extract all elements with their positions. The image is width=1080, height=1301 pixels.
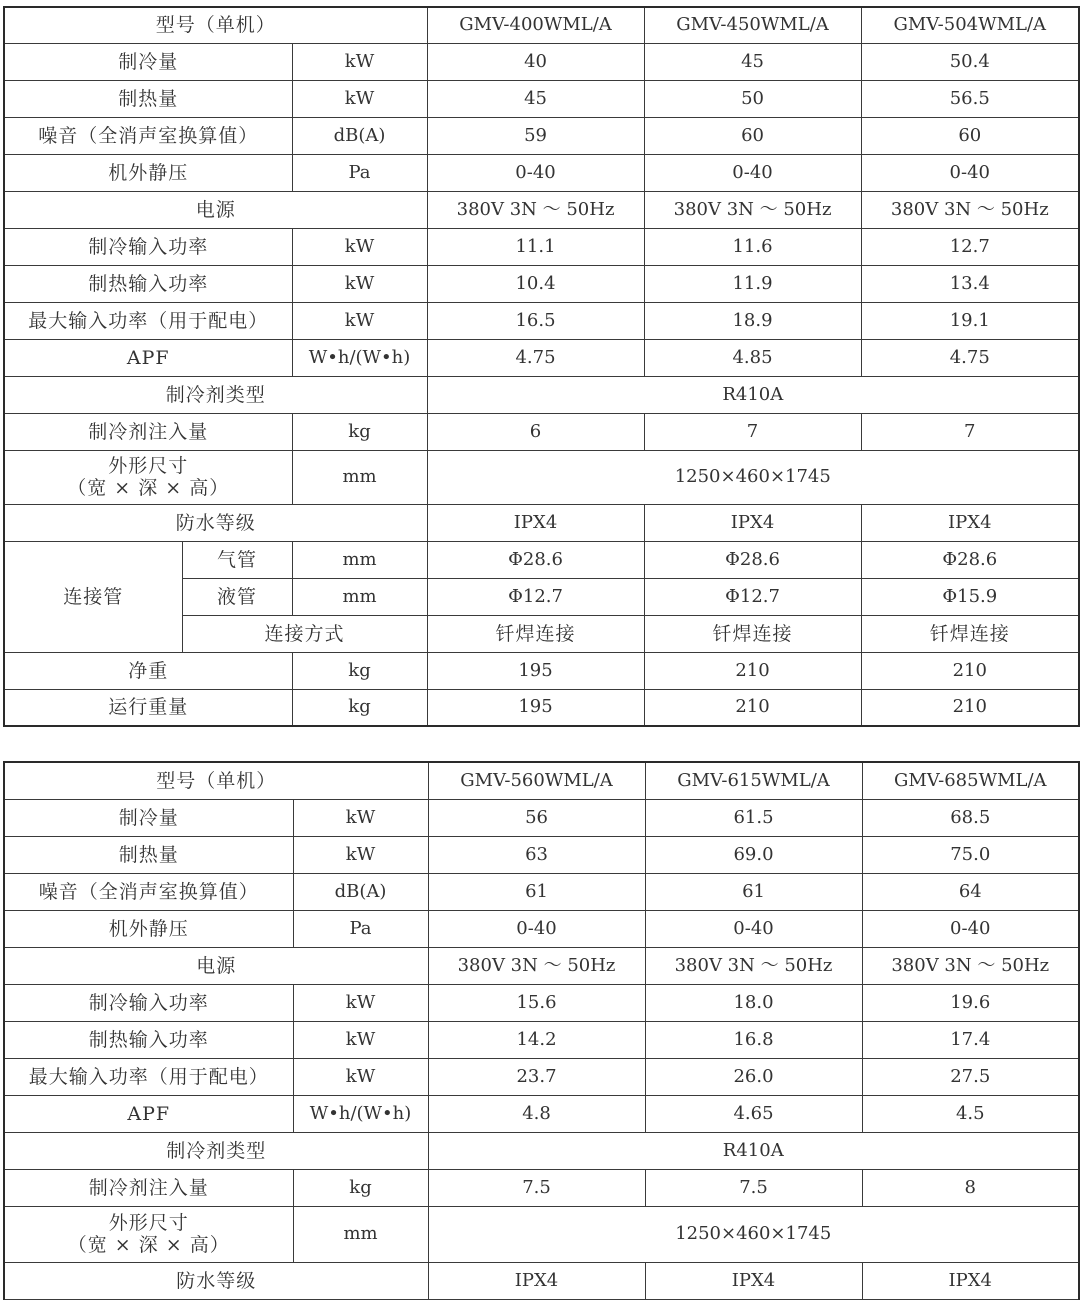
- value-cell: Φ28.6: [427, 541, 644, 578]
- value-cell: 16.5: [427, 302, 644, 339]
- value-cell: 210: [861, 652, 1079, 689]
- value-cell: 69.0: [645, 836, 862, 873]
- value-cell: 10.4: [427, 265, 644, 302]
- unit-cell: kW: [292, 265, 427, 302]
- row-label: 制热量: [4, 836, 293, 873]
- value-cell: Φ15.9: [861, 578, 1079, 615]
- value-cell: 7: [644, 413, 861, 450]
- value-cell: 8: [862, 1169, 1079, 1206]
- model-name: GMV-615WML/A: [645, 762, 862, 799]
- table-row-static-pressure: [4, 154, 1079, 191]
- table-row-cooling-capacity: [4, 799, 1079, 836]
- unit-cell: kW: [293, 799, 428, 836]
- table-row-noise: [4, 873, 1079, 910]
- value-cell: 210: [644, 652, 861, 689]
- value-cell: Φ28.6: [644, 541, 861, 578]
- table-row-operating-weight: [4, 689, 1079, 726]
- spec-table-1: [3, 6, 1080, 727]
- table-row-apf: [4, 1095, 1079, 1132]
- value-cell: 60: [644, 117, 861, 154]
- value-cell: 59: [427, 117, 644, 154]
- row-label: 最大输入功率（用于配电）: [4, 1058, 293, 1095]
- unit-cell: dB(A): [292, 117, 427, 154]
- row-label: 制冷输入功率: [4, 228, 292, 265]
- row-label-line: （宽 × 深 × 高）: [67, 477, 230, 499]
- value-cell: 61: [645, 873, 862, 910]
- value-cell: 7.5: [428, 1169, 645, 1206]
- value-cell: 61.5: [645, 799, 862, 836]
- value-cell: 60: [861, 117, 1079, 154]
- value-cell: 380V 3N ～ 50Hz: [428, 947, 645, 984]
- value-cell: Φ12.7: [644, 578, 861, 615]
- value-cell: 40: [427, 43, 644, 80]
- value-cell: 钎焊连接: [644, 615, 861, 652]
- unit-cell: kg: [293, 1169, 428, 1206]
- value-cell: R410A: [427, 376, 1079, 413]
- row-label: 气管: [182, 541, 292, 578]
- table-row-refrigerant-charge: [4, 1169, 1079, 1206]
- row-label-line: （宽 × 深 × 高）: [67, 1234, 230, 1256]
- row-label: [4, 1206, 293, 1262]
- row-label: 制热量: [4, 80, 292, 117]
- unit-cell: kW: [292, 43, 427, 80]
- table-row-waterproof: [4, 1262, 1079, 1299]
- table-row-model: [4, 762, 1079, 799]
- table-row-model: [4, 7, 1079, 43]
- table-row-refrigerant-charge: [4, 413, 1079, 450]
- table-row-max-input: [4, 1058, 1079, 1095]
- value-cell: 0-40: [861, 154, 1079, 191]
- value-cell: Φ28.6: [861, 541, 1079, 578]
- value-cell: 4.8: [428, 1095, 645, 1132]
- table-row-dimensions: [4, 450, 1079, 504]
- table-row-refrigerant-type: [4, 376, 1079, 413]
- value-cell: 380V 3N ～ 50Hz: [644, 191, 861, 228]
- table-row-power-supply: [4, 191, 1079, 228]
- value-cell: 17.4: [862, 1021, 1079, 1058]
- value-cell: 19.6: [862, 984, 1079, 1021]
- value-cell: 18.9: [644, 302, 861, 339]
- unit-cell: mm: [292, 578, 427, 615]
- table-row-heating-input: [4, 1021, 1079, 1058]
- table-row-refrigerant-type: [4, 1132, 1079, 1169]
- table-row-noise: [4, 117, 1079, 154]
- row-label: 电源: [4, 947, 428, 984]
- value-cell: 11.6: [644, 228, 861, 265]
- value-cell: 1250×460×1745: [428, 1206, 1079, 1262]
- value-cell: IPX4: [644, 504, 861, 541]
- unit-cell: mm: [292, 541, 427, 578]
- value-cell: 27.5: [862, 1058, 1079, 1095]
- row-label: 防水等级: [4, 1262, 428, 1299]
- row-label: 制热输入功率: [4, 265, 292, 302]
- model-name: GMV-450WML/A: [644, 7, 861, 43]
- value-cell: 210: [644, 689, 861, 726]
- model-header-label: 型号（单机）: [4, 7, 427, 43]
- pipe-group-label: 连接管: [4, 541, 182, 652]
- value-cell: 4.75: [861, 339, 1079, 376]
- row-label: 机外静压: [4, 154, 292, 191]
- row-label: 最大输入功率（用于配电）: [4, 302, 292, 339]
- table-row-max-input: [4, 302, 1079, 339]
- value-cell: IPX4: [645, 1262, 862, 1299]
- unit-cell: W•h/(W•h): [293, 1095, 428, 1132]
- table-row-heating-capacity: [4, 836, 1079, 873]
- row-label: 制热输入功率: [4, 1021, 293, 1058]
- row-label: 制冷输入功率: [4, 984, 293, 1021]
- value-cell: 15.6: [428, 984, 645, 1021]
- unit-cell: kW: [292, 80, 427, 117]
- value-cell: 380V 3N ～ 50Hz: [645, 947, 862, 984]
- value-cell: 13.4: [861, 265, 1079, 302]
- value-cell: 19.1: [861, 302, 1079, 339]
- value-cell: 12.7: [861, 228, 1079, 265]
- value-cell: IPX4: [428, 1262, 645, 1299]
- unit-cell: mm: [292, 450, 427, 504]
- table-row-static-pressure: [4, 910, 1079, 947]
- unit-cell: dB(A): [293, 873, 428, 910]
- table-row-cooling-capacity: [4, 43, 1079, 80]
- table-row-pipe-gas: [4, 541, 1079, 578]
- row-label: 噪音（全消声室换算值）: [4, 873, 293, 910]
- row-label: 制冷剂类型: [4, 376, 427, 413]
- table-row-power-supply: [4, 947, 1079, 984]
- table-row-waterproof: [4, 504, 1079, 541]
- unit-cell: kW: [293, 1021, 428, 1058]
- table-row-cooling-input: [4, 228, 1079, 265]
- unit-cell: kW: [292, 228, 427, 265]
- value-cell: 6: [427, 413, 644, 450]
- value-cell: 16.8: [645, 1021, 862, 1058]
- value-cell: R410A: [428, 1132, 1079, 1169]
- value-cell: 56.5: [861, 80, 1079, 117]
- value-cell: 7: [861, 413, 1079, 450]
- row-label: [4, 450, 292, 504]
- row-label: 噪音（全消声室换算值）: [4, 117, 292, 154]
- table-row-dimensions: [4, 1206, 1079, 1262]
- value-cell: 1250×460×1745: [427, 450, 1079, 504]
- row-label-line: 外形尺寸: [108, 1212, 189, 1234]
- table-row-cooling-input: [4, 984, 1079, 1021]
- unit-cell: kg: [292, 652, 427, 689]
- unit-cell: Pa: [293, 910, 428, 947]
- value-cell: 195: [427, 689, 644, 726]
- model-header-label: 型号（单机）: [4, 762, 428, 799]
- row-label: 机外静压: [4, 910, 293, 947]
- value-cell: 23.7: [428, 1058, 645, 1095]
- value-cell: IPX4: [862, 1262, 1079, 1299]
- value-cell: 11.1: [427, 228, 644, 265]
- row-label: 制冷量: [4, 799, 293, 836]
- row-label: 制冷量: [4, 43, 292, 80]
- value-cell: 钎焊连接: [427, 615, 644, 652]
- value-cell: 380V 3N ～ 50Hz: [861, 191, 1079, 228]
- value-cell: 380V 3N ～ 50Hz: [862, 947, 1079, 984]
- value-cell: 210: [861, 689, 1079, 726]
- table-row-net-weight: [4, 652, 1079, 689]
- value-cell: 14.2: [428, 1021, 645, 1058]
- value-cell: 7.5: [645, 1169, 862, 1206]
- value-cell: 11.9: [644, 265, 861, 302]
- value-cell: 4.75: [427, 339, 644, 376]
- value-cell: 0-40: [862, 910, 1079, 947]
- value-cell: 68.5: [862, 799, 1079, 836]
- value-cell: 380V 3N ～ 50Hz: [427, 191, 644, 228]
- unit-cell: kW: [293, 984, 428, 1021]
- model-name: GMV-560WML/A: [428, 762, 645, 799]
- row-label: 防水等级: [4, 504, 427, 541]
- value-cell: 0-40: [427, 154, 644, 191]
- row-label: APF: [4, 339, 292, 376]
- value-cell: Φ12.7: [427, 578, 644, 615]
- value-cell: 64: [862, 873, 1079, 910]
- value-cell: 4.85: [644, 339, 861, 376]
- value-cell: 0-40: [428, 910, 645, 947]
- table-row-heating-input: [4, 265, 1079, 302]
- unit-cell: W•h/(W•h): [292, 339, 427, 376]
- value-cell: 50: [644, 80, 861, 117]
- value-cell: 50.4: [861, 43, 1079, 80]
- model-name: GMV-685WML/A: [862, 762, 1079, 799]
- spec-table-2: [3, 761, 1080, 1300]
- value-cell: IPX4: [427, 504, 644, 541]
- unit-cell: kg: [292, 689, 427, 726]
- row-label: 连接方式: [182, 615, 427, 652]
- value-cell: 4.5: [862, 1095, 1079, 1132]
- unit-cell: mm: [293, 1206, 428, 1262]
- table-row-apf: [4, 339, 1079, 376]
- value-cell: 61: [428, 873, 645, 910]
- row-label: 制冷剂类型: [4, 1132, 428, 1169]
- row-label: 净重: [4, 652, 292, 689]
- unit-cell: kW: [293, 1058, 428, 1095]
- value-cell: 0-40: [644, 154, 861, 191]
- row-label-line: 外形尺寸: [108, 455, 189, 477]
- value-cell: 56: [428, 799, 645, 836]
- model-name: GMV-504WML/A: [861, 7, 1079, 43]
- value-cell: 45: [427, 80, 644, 117]
- value-cell: 195: [427, 652, 644, 689]
- value-cell: 75.0: [862, 836, 1079, 873]
- unit-cell: kW: [292, 302, 427, 339]
- row-label: 液管: [182, 578, 292, 615]
- row-label: 运行重量: [4, 689, 292, 726]
- value-cell: 4.65: [645, 1095, 862, 1132]
- unit-cell: kW: [293, 836, 428, 873]
- row-label: 电源: [4, 191, 427, 228]
- row-label: APF: [4, 1095, 293, 1132]
- row-label: 制冷剂注入量: [4, 1169, 293, 1206]
- model-name: GMV-400WML/A: [427, 7, 644, 43]
- value-cell: 钎焊连接: [861, 615, 1079, 652]
- value-cell: IPX4: [861, 504, 1079, 541]
- row-label: 制冷剂注入量: [4, 413, 292, 450]
- value-cell: 45: [644, 43, 861, 80]
- value-cell: 63: [428, 836, 645, 873]
- unit-cell: kg: [292, 413, 427, 450]
- unit-cell: Pa: [292, 154, 427, 191]
- value-cell: 18.0: [645, 984, 862, 1021]
- value-cell: 0-40: [645, 910, 862, 947]
- value-cell: 26.0: [645, 1058, 862, 1095]
- table-row-heating-capacity: [4, 80, 1079, 117]
